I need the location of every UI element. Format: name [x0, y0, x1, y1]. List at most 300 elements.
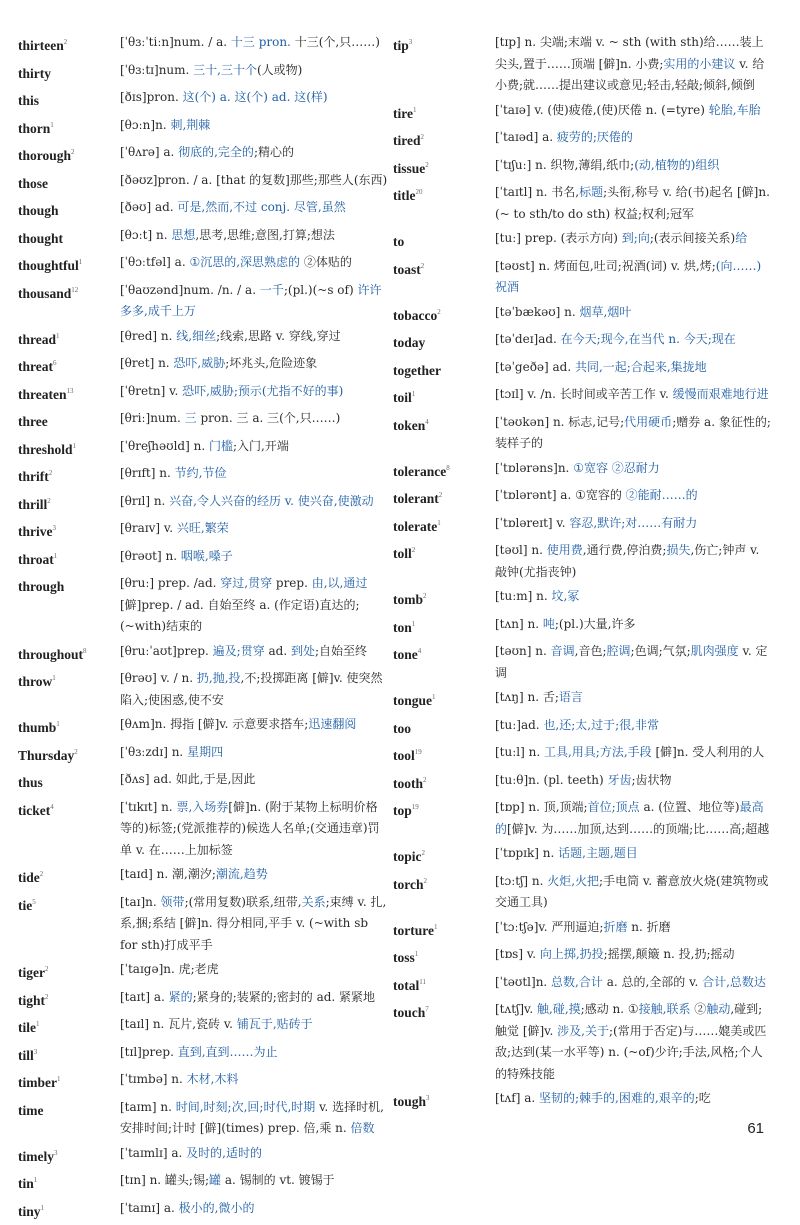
headword-text: thousand [18, 285, 72, 301]
definition-highlight: 代用硬币 [624, 414, 673, 429]
left-column [18, 32, 388, 1225]
dictionary-entry [18, 32, 388, 57]
dictionary-entry [18, 353, 388, 378]
headword [393, 770, 495, 795]
definition [495, 843, 771, 868]
headword [18, 197, 120, 222]
definition [495, 1088, 771, 1113]
definition-text: [ˈtɔːtʃə]v. 严刑逼迫; [495, 919, 604, 934]
headword-text: tool [393, 748, 415, 763]
definition-highlight: 话题,主题,题目 [558, 846, 638, 860]
definition-text: (人或物) [257, 62, 303, 77]
definition-text: [taɪm] n. [120, 1099, 176, 1114]
headword [393, 586, 495, 611]
dictionary-entry [18, 225, 388, 250]
dictionary-entry [393, 586, 771, 611]
definition-text: [ˈθɜːtɪ]num. [120, 62, 194, 77]
headword [18, 1097, 120, 1140]
headword [18, 1014, 120, 1039]
definition-highlight: 节约,节俭 [174, 466, 227, 480]
dictionary-entry [18, 892, 388, 957]
dictionary-entry [393, 972, 771, 997]
definition-highlight: 最高的 [495, 800, 764, 836]
definition [120, 1198, 388, 1223]
definition [495, 917, 771, 942]
definition-highlight: 标题 [579, 185, 604, 199]
headword-text: together [393, 362, 441, 378]
definition-highlight: 铺瓦于,贴砖于 [236, 1017, 313, 1031]
frequency-mark: 7 [425, 1005, 429, 1013]
frequency-mark: 2 [45, 992, 49, 1001]
definition-text: [ðəʊ] ad. [120, 200, 178, 214]
definition-text: [ˈtɒpɪk] n. [495, 846, 559, 860]
headword-text: tire [393, 105, 413, 121]
definition-highlight: 线,细丝 [176, 328, 217, 343]
definition-highlight: 彻底的,完全的 [178, 145, 254, 159]
definition [120, 864, 388, 889]
definition-highlight: 穿过,贯穿 [220, 576, 273, 590]
definition-text: [ðɪs]pron. [120, 90, 183, 104]
dictionary-entry [18, 641, 388, 666]
definition-text: [ðəʊz]pron. / a. [that 的复数]那些;那些人(东西) [120, 172, 388, 187]
definition-text: ad. [264, 643, 291, 658]
dictionary-entry [393, 127, 771, 152]
definition [495, 742, 771, 767]
definition-highlight: 恐吓,威胁 [173, 356, 226, 370]
definition-text: ;坏兆头,危险迹象 [225, 356, 318, 370]
definition-text: [tʌtʃ]v. [495, 1002, 538, 1016]
definition-highlight: 关系 [301, 894, 326, 909]
headword-text: thorough [18, 148, 72, 163]
definition-text: ;头衔,称号 v. 给(书)起名 [僻]n. (~ to sth/to do sth) 权益;权利;冠军 [495, 185, 770, 221]
headword [393, 412, 495, 455]
definition-text: ;(常用复数)联系,纽带, [184, 894, 302, 909]
headword-text: this [18, 93, 40, 108]
definition [495, 614, 771, 639]
headword-text: till [18, 1047, 34, 1063]
headword-text: tissue [393, 160, 426, 176]
frequency-mark: 1 [52, 674, 56, 682]
headword [393, 614, 495, 639]
definition-text: ;感动 n. ① [580, 1002, 639, 1016]
definition [495, 485, 771, 510]
definition-highlight: 触,碰,摸 [537, 1002, 581, 1016]
definition-highlight: ①宽容 ②忍耐力 [573, 460, 660, 475]
definition [120, 408, 388, 433]
definition-text: [taɪl] n. 瓦片,瓷砖 v. [120, 1017, 237, 1031]
definition [495, 972, 771, 997]
definition [120, 987, 388, 1012]
definition [120, 1097, 388, 1140]
definition-text: [təˈbækəʊ] n. [495, 304, 580, 319]
frequency-mark: 5 [32, 897, 36, 906]
headword-text: too [393, 720, 411, 736]
definition-text: ;齿状物 [631, 772, 672, 787]
definition [495, 302, 771, 327]
frequency-mark: 19 [411, 803, 419, 811]
headword [393, 32, 495, 97]
definition-text: ;手电筒 v. 蓄意放火烧(建筑物或交通工具) [495, 873, 769, 909]
frequency-mark: 1 [50, 120, 54, 129]
frequency-mark: 4 [417, 647, 422, 655]
headword-text: throat [18, 551, 54, 567]
definition-highlight: 损失 [666, 543, 691, 557]
definition [495, 641, 771, 684]
dictionary-entry [18, 1143, 388, 1168]
definition-highlight: 触动 [706, 1002, 731, 1016]
headword [18, 987, 120, 1012]
headword-text: time [18, 1102, 44, 1118]
definition-text: [ˈθɜːˈtiːn]num. / a. [120, 35, 231, 49]
definition-text: ;(表示间接关系) [649, 231, 736, 245]
definition [120, 280, 388, 323]
headword [18, 280, 120, 323]
definition-highlight: 紧的 [168, 989, 193, 1004]
dictionary-entry [18, 1170, 388, 1195]
definition-highlight: 三十,三十个 [193, 62, 257, 77]
definition [120, 797, 388, 862]
definition-text: [ˈtɪʃuː] n. 织物,薄绢,纸巾; [495, 157, 635, 172]
definition-highlight: 及时的,适时的 [186, 1145, 262, 1160]
definition-highlight: ②能耐……的 [625, 488, 698, 502]
dictionary-entry [393, 797, 771, 840]
frequency-mark: 1 [36, 1020, 40, 1028]
definition [120, 463, 388, 488]
definition-text: [tʌŋ] n. 舌; [495, 690, 559, 704]
definition-highlight: 木材,木料 [186, 1072, 239, 1086]
dictionary-entry [18, 546, 388, 571]
headword-text: threat [18, 359, 53, 374]
definition-highlight: (向……)祝酒 [495, 258, 762, 294]
definition [120, 115, 388, 140]
headword [18, 892, 120, 957]
definition-highlight: 票,入场券 [176, 799, 229, 814]
headword [18, 864, 120, 889]
headword-text: throughout [18, 646, 84, 662]
definition-text: [ˈtɒlərənt] a. ①宽容的 [495, 488, 626, 502]
definition-text: 十三(个,只……) [290, 35, 380, 49]
definition [120, 1014, 388, 1039]
definition [495, 586, 771, 611]
definition-text: [tɪp] n. 尖端;末端 v. ~ sth (with sth)给……装上尖头,置于……顶端 [僻]n. 小费; [495, 35, 764, 71]
definition-text: ;束缚 v. 扎,系,捆;系结 [僻]n. 得分相同,平手 v. (~with sb for sth)打成平手 [120, 894, 387, 952]
definition-highlight: 接触,联系 [638, 1002, 691, 1016]
headword [393, 384, 495, 409]
definition-highlight: 合计,总数达 [702, 974, 766, 989]
definition-highlight: 恐吓,威胁;预示(尤指不好的事) [182, 383, 344, 398]
definition [495, 100, 771, 125]
definition-text: ;线索,思路 v. 穿线,穿过 [216, 328, 341, 343]
dictionary-entry [18, 1042, 388, 1067]
headword-text: tight [18, 992, 45, 1008]
frequency-mark: 1 [40, 1203, 45, 1212]
definition-text: ,伤亡;钟声 v. 敲钟(尤指丧钟) [495, 543, 760, 579]
definition-highlight: 工具,用具;方法,手段 [543, 745, 652, 759]
definition-text: [ˈθɔːtfəl] a. [120, 255, 190, 269]
definition-highlight: 给 [735, 231, 748, 245]
definition [495, 182, 771, 225]
headword [393, 999, 495, 1085]
frequency-mark: 4 [50, 802, 54, 811]
dictionary-entry [18, 797, 388, 862]
headword [18, 518, 120, 543]
headword [18, 1198, 120, 1223]
definition-text: [ˈtaɪtl] n. 书名, [495, 185, 580, 199]
definition-highlight: 共同,一起;合起来,集拢地 [574, 359, 707, 374]
definition-text: [tʌf] a. [495, 1091, 540, 1105]
frequency-mark: 8 [83, 646, 87, 655]
right-column [393, 32, 771, 1116]
dictionary-entry [393, 770, 771, 795]
definition-highlight: 兴奋,令人兴奋的经历 v. 使兴奋,使激动 [169, 493, 374, 508]
definition [495, 155, 771, 180]
dictionary-entry [18, 769, 388, 794]
definition-highlight: 咽喉,嗓子 [180, 548, 233, 563]
dictionary-entry [18, 714, 388, 739]
headword-text: timber [18, 1075, 57, 1090]
definition-text: [θrɪft] n. [120, 466, 175, 480]
definition [495, 944, 771, 969]
definition-highlight: 刺,荆棘 [170, 117, 211, 132]
frequency-mark: 19 [414, 748, 422, 756]
definition-text: n. 折磨 [627, 919, 671, 934]
definition-text: v. 给小费;就……提出建议或意见;轻击,轻敲;倾斜,倾倒 [495, 56, 765, 92]
frequency-mark: 3 [33, 1047, 38, 1056]
definition [495, 770, 771, 795]
definition-highlight: 门槛 [208, 438, 233, 453]
headword [393, 871, 495, 914]
frequency-mark: 2 [48, 469, 53, 477]
headword [18, 436, 120, 461]
headword [393, 182, 495, 225]
headword-text: tone [393, 647, 418, 662]
headword-text: thrive [18, 524, 53, 539]
definition-text: a. 总的,全部的 v. [602, 974, 703, 989]
definition-highlight: 折磨 [603, 919, 628, 934]
definition-text: [θrɪl] n. [120, 493, 170, 508]
frequency-mark: 2 [423, 592, 427, 600]
headword-text: thirteen [18, 38, 64, 53]
definition-text: [təˈgeðə] ad. [495, 359, 575, 374]
frequency-mark: 11 [419, 977, 426, 986]
definition-highlight: 迅速翻阅 [308, 717, 357, 731]
definition-text: [təʊl] n. [495, 543, 547, 557]
headword-text: tide [18, 870, 40, 885]
dictionary-entry [18, 742, 388, 767]
dictionary-entry [18, 170, 388, 195]
dictionary-entry [18, 1014, 388, 1039]
headword [393, 458, 495, 483]
headword [18, 353, 120, 378]
definition [120, 668, 388, 711]
definition-text: a. 锡制的 vt. 镀锡于 [221, 1173, 335, 1187]
headword-text: touch [393, 1005, 426, 1020]
frequency-mark: 6 [53, 359, 57, 367]
definition-highlight: 领带 [160, 894, 185, 909]
definition-text: [tuː] prep. (表示方向) [495, 231, 622, 245]
headword-text: to [393, 234, 405, 249]
definition [495, 540, 771, 583]
definition-highlight: 使用费 [546, 543, 583, 557]
definition-text: [ˈtaɪgə]n. 虎;老虎 [120, 962, 219, 976]
headword-text: tongue [393, 693, 433, 708]
frequency-mark: 1 [433, 922, 438, 931]
headword [393, 797, 495, 840]
definition [120, 546, 388, 571]
dictionary-entry [18, 987, 388, 1012]
definition [120, 225, 388, 250]
frequency-mark: 1 [411, 619, 416, 628]
definition-highlight: 涉及,关于 [557, 1023, 609, 1038]
frequency-mark: 2 [411, 546, 416, 554]
headword [393, 972, 495, 997]
definition-text: ;赠券 a. 象征性的;装样子的 [495, 414, 771, 450]
definition-highlight: 坟,冢 [551, 589, 580, 603]
dictionary-entry [393, 687, 771, 712]
definition-text: [tɒp] n. 顶,顶端; [495, 800, 588, 814]
dictionary-entry [18, 87, 388, 112]
frequency-mark: 1 [413, 105, 417, 114]
definition-highlight: 兴旺,繁荣 [176, 521, 229, 535]
definition-highlight: 轮胎,车胎 [708, 102, 761, 117]
frequency-mark: 2 [420, 133, 424, 141]
headword [18, 714, 120, 739]
definition-text: ;摇摆,颠簸 n. 投,扔;摇动 [603, 947, 735, 961]
headword-text: toll [393, 546, 412, 561]
definition-text: ;紧身的;装紧的;密封的 ad. 紧紧地 [192, 989, 376, 1004]
headword [18, 170, 120, 195]
headword [393, 155, 495, 180]
definition-highlight: 十三 pron. [230, 35, 291, 49]
definition-text: [tʌn] n. [495, 616, 543, 631]
definition [120, 769, 388, 794]
dictionary-entry [393, 641, 771, 684]
definition-text: [ˈtaɪəd] a. [495, 130, 557, 144]
headword-text: today [393, 335, 426, 350]
headword [393, 944, 495, 969]
definition [120, 518, 388, 543]
definition-text: [θrəʊt] n. [120, 548, 181, 563]
dictionary-entry [393, 843, 771, 868]
dictionary-entry [18, 518, 388, 543]
definition-highlight: 首位;顶点 [587, 800, 640, 814]
headword-text: ticket [18, 802, 51, 818]
definition-text: [tɪn] n. 罐头;锡; [120, 1173, 210, 1187]
headword-text: tolerance [393, 463, 447, 479]
definition [120, 87, 388, 112]
definition-text: [θruː] prep. /ad. [120, 576, 221, 590]
definition-highlight: 坚韧的;棘手的,困难的,艰辛的 [539, 1091, 695, 1105]
definition-highlight: 烟草,烟叶 [579, 304, 632, 319]
headword-text: thirty [18, 65, 51, 81]
definition-text: pron. 三 a. 三(个,只……) [196, 411, 341, 425]
dictionary-entry [18, 864, 388, 889]
definition-highlight: 疲劳的;厌倦的 [556, 130, 633, 144]
headword-text: threshold [18, 441, 73, 457]
definition-highlight: 扔,抛,投 [196, 671, 241, 685]
definition-text: [taɪ]n. [120, 894, 161, 909]
definition-text: ② [690, 1002, 707, 1016]
definition-highlight: 语言 [558, 690, 583, 704]
definition [495, 32, 771, 97]
definition-highlight: 腔调 [606, 644, 631, 658]
definition-text: [ˈtɪkɪt] n. [120, 799, 177, 814]
headword [18, 115, 120, 140]
definition-text: [θɔːt] n. [120, 227, 172, 242]
definition-text: [ˈθʌrə] a. [120, 145, 179, 159]
definition [120, 1069, 388, 1094]
definition-text: [僻]n. 受人利用的人 [651, 745, 765, 759]
definition-highlight: 向上掷,扔投 [539, 947, 604, 961]
definition-text: [ˈtaɪə] v. (使)疲倦,(使)厌倦 n. (=tyre) [495, 102, 709, 117]
dictionary-entry [18, 408, 388, 433]
definition-highlight: 潮流,趋势 [215, 867, 268, 881]
definition-text: [tuːm] n. [495, 589, 552, 603]
frequency-mark: 3 [408, 38, 413, 46]
frequency-mark: 2 [74, 747, 78, 756]
headword-text: toast [393, 261, 421, 277]
frequency-mark: 2 [44, 965, 49, 973]
page-number: 61 [747, 1120, 764, 1137]
headword-text: top [393, 803, 412, 818]
definition-text: ,不;投掷距离 [僻]v. 使突然陷入;使困惑,使不安 [120, 671, 383, 707]
dictionary-entry [18, 60, 388, 85]
definition-highlight: 到处 [290, 643, 315, 658]
headword [393, 100, 495, 125]
definition-text: ;自始至终 [315, 643, 368, 658]
headword [18, 742, 120, 767]
dictionary-entry [18, 115, 388, 140]
definition [120, 959, 388, 984]
headword-text: tired [393, 133, 421, 148]
headword-text: threaten [18, 386, 67, 402]
definition-text: v. 定调 [495, 644, 768, 680]
headword-text: toss [393, 950, 415, 965]
definition-text: [tɒs] v. [495, 947, 540, 961]
frequency-mark: 2 [47, 496, 51, 505]
definition [495, 228, 771, 253]
frequency-mark: 1 [56, 1075, 61, 1083]
definition [120, 436, 388, 461]
headword-text: thoughtful [18, 258, 79, 273]
headword [18, 959, 120, 984]
definition-highlight: 音调 [550, 644, 575, 658]
dictionary-entry [393, 228, 771, 253]
definition [120, 353, 388, 378]
headword-text: thorn [18, 120, 51, 136]
frequency-mark: 13 [66, 386, 74, 395]
headword-text: tip [393, 38, 409, 53]
frequency-mark: 1 [53, 551, 58, 560]
definition-text: [ˈθɜːzdɪ] n. [120, 744, 188, 759]
definition-highlight: 思想 [171, 227, 196, 242]
dictionary-entry [393, 715, 771, 740]
dictionary-entry [393, 999, 771, 1085]
dictionary-entry [18, 197, 388, 222]
headword [393, 742, 495, 767]
definition-text: [tɔɪl] v. /n. 长时间或辛苦工作 v. [495, 387, 673, 401]
definition [495, 999, 771, 1085]
headword [18, 797, 120, 862]
frequency-mark: 1 [72, 441, 77, 450]
headword-text: thrift [18, 469, 49, 484]
headword [393, 256, 495, 299]
frequency-mark: 3 [52, 524, 56, 532]
definition-highlight: 可是,然而,不过 conj. 尽管,虽然 [177, 200, 346, 214]
headword [393, 513, 495, 538]
dictionary-entry [18, 1097, 388, 1140]
definition-text: [ˈθretn] v. [120, 383, 183, 398]
